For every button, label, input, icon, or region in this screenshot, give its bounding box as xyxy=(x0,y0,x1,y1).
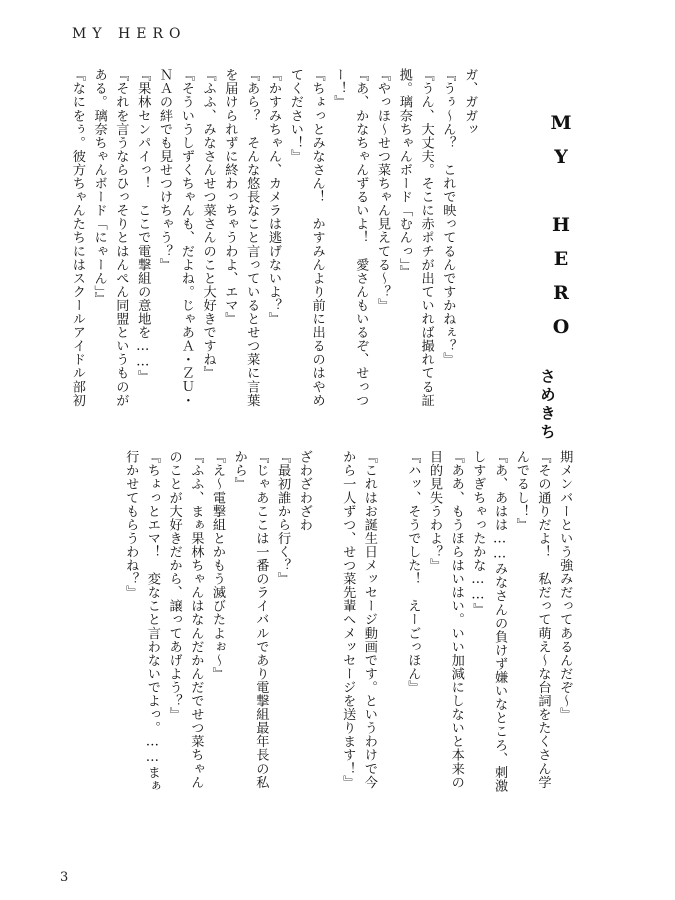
text-column: ＮＡの絆でも見せつけちゃう？』 xyxy=(157,68,172,272)
text-column: ガ、ガガッ xyxy=(462,68,478,136)
text-column: 行かせてもらうわね？』 xyxy=(123,450,139,600)
text-column: 『ちょっとみなさん！ かすみんより前に出るのはやめ xyxy=(309,68,325,407)
text-column: 『なにをぅ。彼方ちゃんたちにはスクールアイドル部初 xyxy=(69,68,85,407)
text-column: ー！』 xyxy=(331,68,347,109)
text-column: 『うぅ〜ん？ これで映ってるんですかねぇ？』 xyxy=(440,68,456,367)
text-column: んでるし！』 xyxy=(513,450,529,532)
story-title: MY HERO xyxy=(550,112,572,350)
text-column: を届けられずに終わっちゃうわよ、エマ』 xyxy=(222,68,238,326)
text-column: 『果林センパイっ！ ここで電撃組の意地を……』 xyxy=(135,68,151,384)
text-column: 拠。璃奈ちゃんボード「むんっ」』 xyxy=(396,68,412,279)
text-column: 『あら？ そんな悠長なこと言っているとせつ菜に言葉 xyxy=(244,68,260,407)
text-column: 『それを言うならひっそりとはんぺん同盟というものが xyxy=(113,68,129,407)
text-column: 『そういうしずくちゃんも、だよね。じゃあＡ・ＺＵ・ xyxy=(178,68,194,407)
text-column: ある。璃奈ちゃんボード「にゃーん」』 xyxy=(91,68,107,306)
running-head: MY HERO xyxy=(72,26,187,42)
text-column: 『やっほ〜せつ菜ちゃん見えてる〜？』 xyxy=(375,68,390,312)
text-column: 『あ、かなちゃんずるいよ！ 愛さんもいるぞ、せっつ xyxy=(353,68,369,407)
text-column: のことが大好きだから、譲ってあげよう？』 xyxy=(166,450,182,721)
text-column: 目的見失うわよ？』 xyxy=(427,450,442,572)
text-column: 『うん、大丈夫。そこに赤ポチが出ていれば撮れてる証 xyxy=(418,68,434,407)
text-column: 期メンバーという強みだってあるんだぞ〜』 xyxy=(557,450,573,721)
text-column: 『ああ、もうほらはいはい。いい加減にしないと本来の xyxy=(448,450,464,789)
text-column: 『じゃあここは一番のライバルであり電撃組最年長の私 xyxy=(253,450,269,789)
text-column: 『最初誰から行く？』 xyxy=(275,450,291,586)
text-column: から』 xyxy=(231,450,247,491)
page-number: 3 xyxy=(60,870,69,885)
text-column: てください！』 xyxy=(287,68,303,163)
text-column: から一人ずつ、せつ菜先輩へメッセージを送ります！』 xyxy=(340,450,356,789)
text-column: 『え〜電撃組とかもう滅びたよぉ〜』 xyxy=(210,450,225,681)
text-column: 『ふふ、みなさんせつ菜さんのこと大好きですね』 xyxy=(200,68,216,380)
text-column: 『ちょっとエマ！ 変なこと言わないでよっ。……まぁ xyxy=(144,450,160,793)
text-column: 『その通りだよ！ 私だって萌え〜な台詞をたくさん学 xyxy=(535,450,551,789)
text-column: 『これはお誕生日メッセージ動画です。というわけで今 xyxy=(361,450,377,789)
text-column: 『ふふ、まぁ果林ちゃんはなんだかんだでせつ菜ちゃん xyxy=(188,450,204,789)
text-column: 『あ、あはは……みなさんの負けず嫌いなところ、刺激 xyxy=(492,450,508,793)
text-column: 『かすみちゃん、カメラは逃げないよ？』 xyxy=(266,68,281,326)
text-column: ざわざわざわ xyxy=(296,450,312,532)
author-name: さめきち xyxy=(538,368,557,442)
text-column: 『ハッ、そうでした！ えーごっほん』 xyxy=(405,450,421,694)
text-column: しすぎちゃったかな……』 xyxy=(470,450,486,617)
